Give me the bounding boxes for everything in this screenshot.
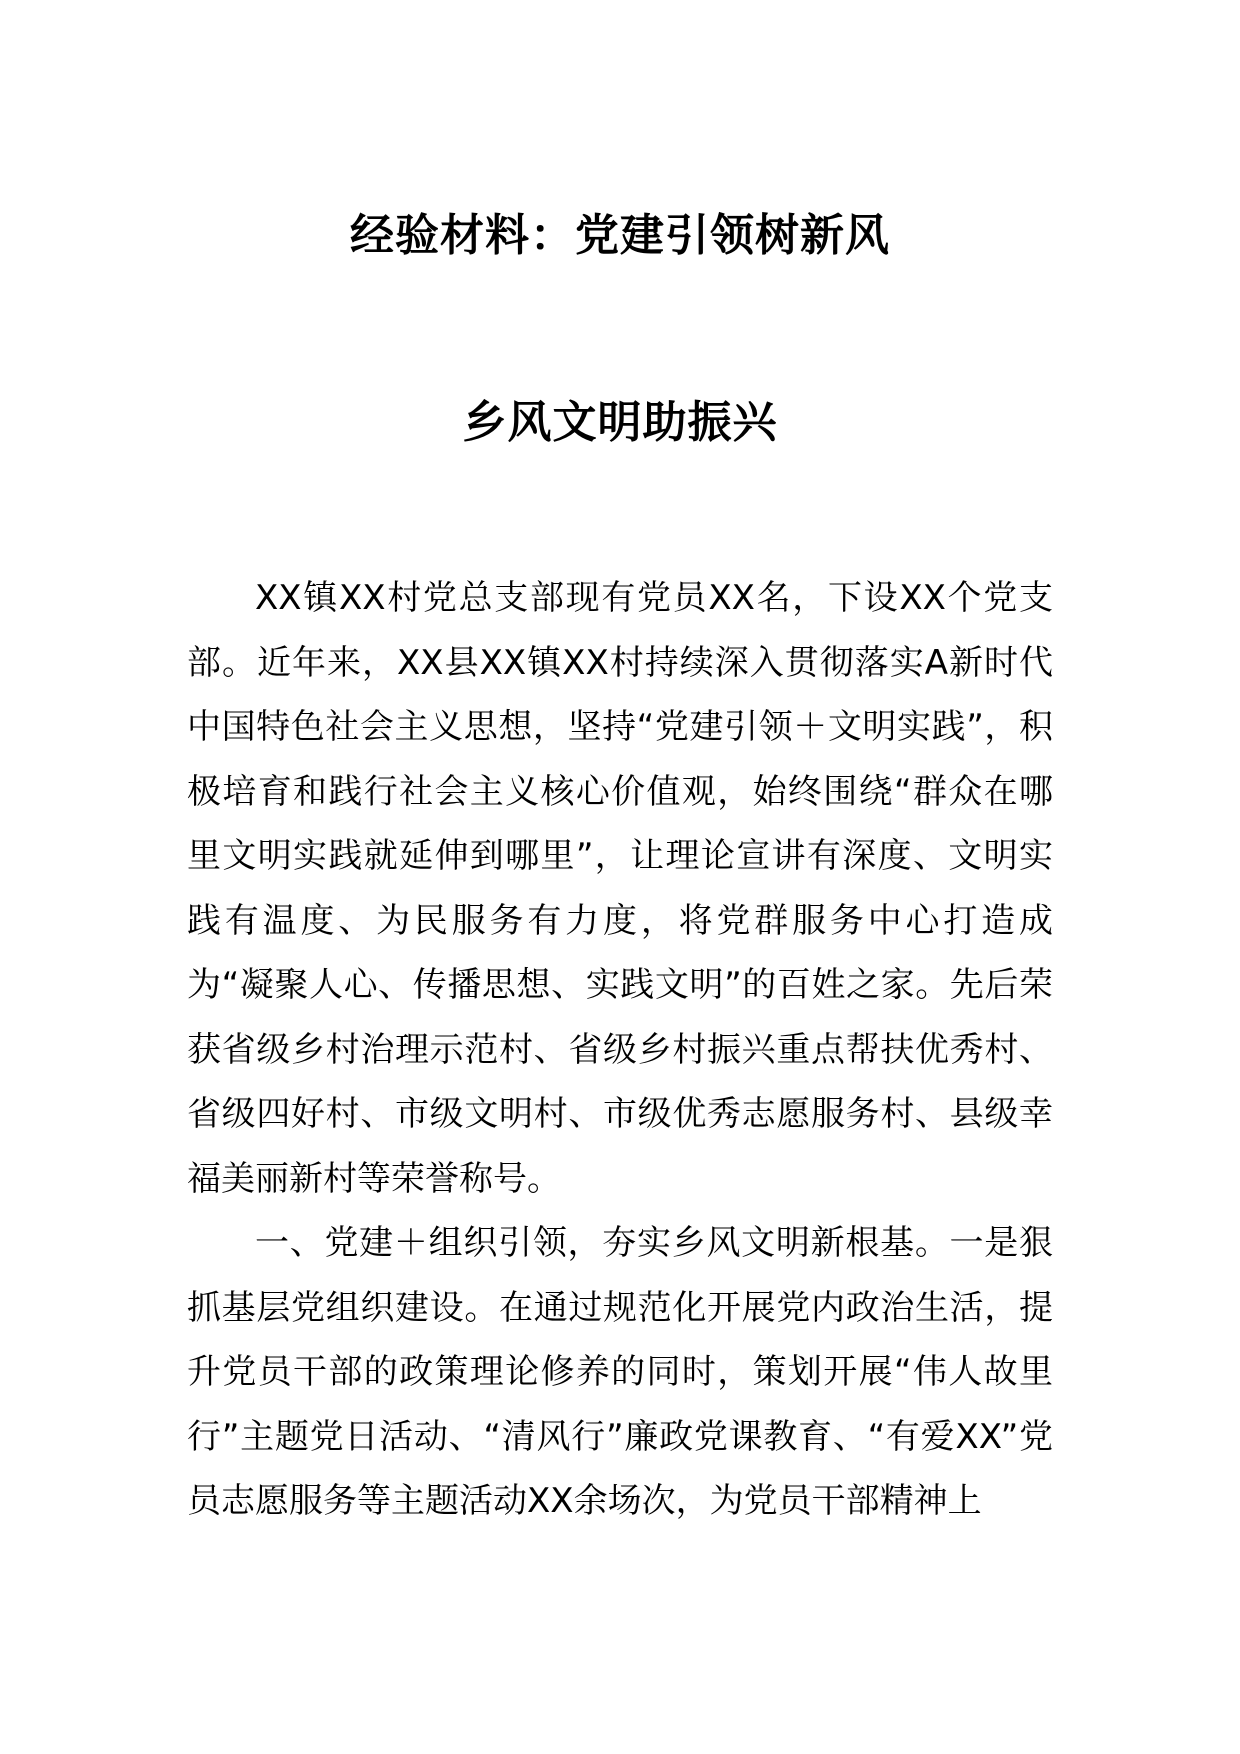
body-paragraph-2: 一、党建＋组织引领，夯实乡风文明新根基。一是狠抓基层党组织建设。在通过规范化开展党内政治生活，提升党员干部的政策理论修养的同时，策划开展“伟人故里行”主题党日活动、“清风行”廉政党课教育、“有爱XX”党员志愿服务等主题活动XX余场次，为党员干部精神上 [187,1223,1053,1521]
document-title-line-1: 经验材料：党建引领树新风 [350,210,890,261]
document-title-line-2: 乡风文明助振兴 [462,397,778,448]
document-body [187,566,1053,1534]
body-paragraph-1: XX镇XX村党总支部现有党员XX名，下设XX个党支部。近年来，XX县XX镇XX村持续深入贯彻落实A新时代中国特色社会主义思想，坚持“党建引领＋文明实践”，积极培育和践行社会主义核心价值观，始终围绕“群众在哪里文明实践就延伸到哪里”，让理论宣讲有深度、文明实践有温度、为民服务有力度，将党群服务中心打造成为“凝聚人心、传播思想、实践文明”的百姓之家。先后荣获省级乡村治理示范村、省级乡村振兴重点帮扶优秀村、省级四好村、市级文明村、市级优秀志愿服务村、县级幸福美丽新村等荣誉称号。 [187,578,1053,1199]
